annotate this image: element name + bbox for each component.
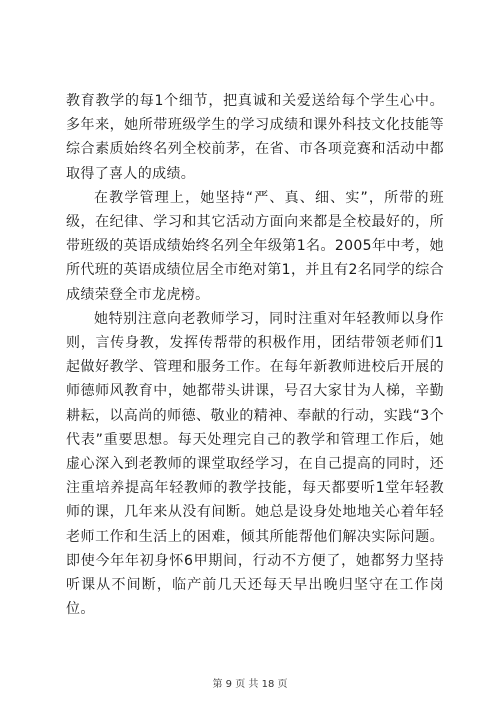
- page-footer: 第 9 页 共 18 页: [212, 679, 288, 690]
- paragraph-2: 在教学管理上，她坚持“严、真、细、实”，所带的班级，在纪律、学习和其它活动方面向来都是全校最好的，所带班级的英语成绩始终名列全年级第1名。2005年中考，她所代班的英语成绩位居全市绝对第1，并且有2名同学的综合成绩荣登全市龙虎榜。: [66, 189, 444, 303]
- paragraph-1: 教育教学的每1个细节，把真诚和关爱送给每个学生心中。多年来，她所带班级学生的学习成绩和课外科技文化技能等综合素质始终名列全校前茅，在省、市各项竞赛和活动中都取得了喜人的成绩。: [66, 93, 444, 182]
- document-body: [66, 89, 444, 621]
- paragraph-3: 她特别注意向老教师学习，同时注重对年轻教师以身作则，言传身教，发挥传帮带的积极作用，团结带领老师们1起做好教学、管理和服务工作。在每年新教师进校后开展的师德师风教育中，她都带头讲课，号召大家甘为人梯，辛勤耕耘，以高尚的师德、敬业的精神、奉献的行动，实践“3个代表”重要思想。每天处理完自己的教学和管理工作后，她虚心深入到老教师的课堂取经学习，在自己提高的同时，还注重培养提高年轻教师的教学技能，每天都要听1堂年轻教师的课，几年来从没有间断。她总是设身处地地关心着年轻老师工作和生活上的困难，倾其所能帮他们解决实际问题。即使今年年初身怀6甲期间，行动不方便了，她都努力坚持听课从不间断，临产前几天还每天早出晚归坚守在工作岗位。: [66, 310, 444, 618]
